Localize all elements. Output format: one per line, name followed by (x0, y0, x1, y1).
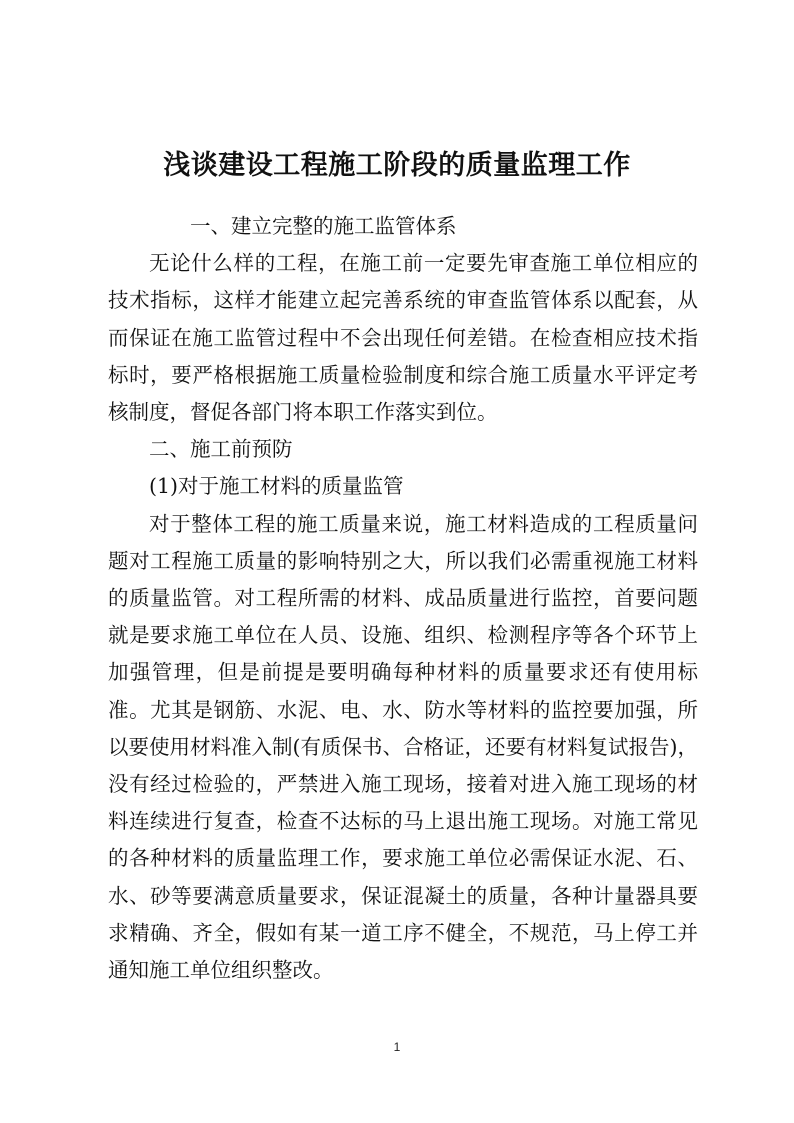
subsection-heading-1: (1)对于施工材料的质量监管 (149, 474, 404, 499)
paragraph-1: 无论什么样的工程，在施工前一定要先审查施工单位相应的技术指标，这样才能建立起完善系统的审查监管体系以配套，从而保证在施工监管过程中不会出现任何差错。在检查相应技术指标时，要严格根据施工质量检验制度和综合施工质量水平评定考核制度，督促各部门将本职工作落实到位。 (108, 251, 698, 425)
section-heading-2: 二、施工前预防 (149, 437, 293, 462)
document-body (108, 208, 698, 989)
section-heading-1: 一、建立完整的施工监管体系 (190, 214, 457, 238)
page-number: 1 (393, 1040, 401, 1054)
paragraph-2: 对于整体工程的施工质量来说，施工材料造成的工程质量问题对工程施工质量的影响特别之大，所以我们必需重视施工材料的质量监管。对工程所需的材料、成品质量进行监控，首要问题就是要求施工单位在人员、设施、组织、检测程序等各个环节上加强管理，但是前提是要明确每种材料的质量要求还有使用标准。尤其是钢筋、水泥、电、水、防水等材料的监控要加强，所以要使用材料准入制(有质保书、合格证，还要有材料复试报告)，没有经过检验的，严禁进入施工现场，接着对进入施工现场的材料连续进行复查，检查不达标的马上退出施工现场。对施工常见的各种材料的质量监理工作，要求施工单位必需保证水泥、石、水、砂等要满意质量要求，保证混凝土的质量，各种计量器具要求精确、齐全，假如有某一道工序不健全，不规范，马上停工并通知施工单位组织整改。 (108, 511, 698, 983)
document-title: 浅谈建设工程施工阶段的质量监理工作 (163, 150, 631, 181)
